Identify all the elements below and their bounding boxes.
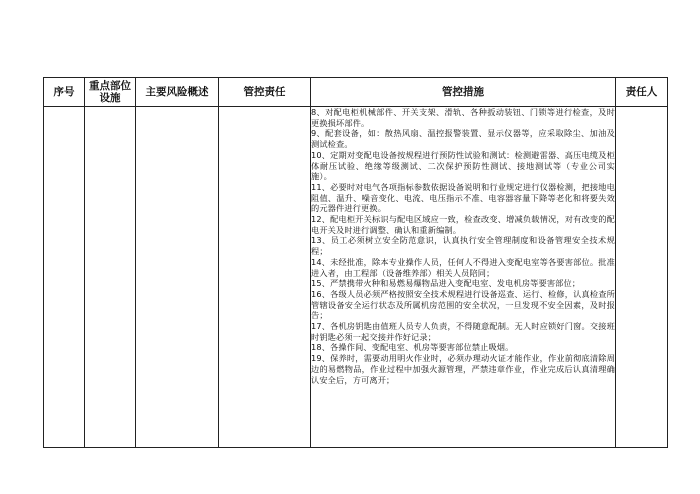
header-seq: 序号 [44, 78, 85, 107]
measure-item: 15、严禁携带火种和易燃易爆物品进入变配电室、发电机房等要害部位； [311, 278, 581, 289]
measure-item: 11、必要时对电气各项指标参数依据设备说明和行业规定进行仪器检测，把接地电阻值、温升、噪音变化、电流、电压指示不准、电容器容量下降等老化和将要失效的元器件进行更换。 [311, 181, 615, 214]
table-row [44, 107, 668, 448]
header-facility: 重点部位设施 [85, 78, 136, 107]
cell-risk [136, 107, 219, 448]
header-measures: 管控措施 [311, 78, 616, 107]
measure-item: 14、未经批准，除本专业操作人员，任何人不得进入变配电室等各要害部位。批准进入者，由工程部（设备维养部）相关人员陪同； [311, 256, 615, 278]
measure-item: 16、各级人员必须严格按照安全技术规程进行设备巡查、运行、检修，认真检查所管辖设备安全运行状态及所属机房范围的安全状况，一旦发现不安全因素，及时报告； [311, 288, 615, 321]
risk-control-table [43, 77, 668, 448]
measure-item: 12、配电柜开关标识与配电区域应一致，检查改变、增减负载情况，对有改变的配电开关及时进行调整、确认和重新编制。 [311, 214, 615, 235]
measure-item: 8、对配电柜机械部件、开关支架、滑轨、各种扳动装钮、门锁等进行检查，及时更换损坏部件。 [311, 107, 615, 128]
measure-item: 9、配套设备，如：散热风扇、温控报警装置、显示仪器等，应采取除尘、加油及测试检查。 [311, 128, 615, 150]
cell-facility [85, 107, 136, 448]
cell-measures [311, 107, 616, 448]
measure-item: 19、保养时，需要动用明火作业时，必须办理动火证才能作业，作业前彻底清除周边的易燃物品，作业过程中加强火源管理，严禁违章作业，作业完成后认真清理确认安全后，方可离开； [311, 353, 615, 385]
table-header-row [44, 78, 668, 107]
measure-item: 17、各机房钥匙由值班人员专人负责，不得随意配制。无人时应锁好门窗。交接班时钥匙必须一起交接并作好记录； [311, 321, 615, 342]
cell-seq [44, 107, 85, 448]
cell-duty [219, 107, 311, 448]
cell-person [616, 107, 668, 448]
measure-item: 18、各操作间、变配电室、机房等要害部位禁止吸烟。 [311, 342, 514, 353]
measure-item: 10、定期对变配电设备按规程进行预防性试验和测试：检测避雷器、高压电缆及柜体耐压试验、绝缘等级测试、二次保护预防性测试、接地测试等（专业公司实施）。 [311, 149, 615, 182]
header-person: 责任人 [616, 78, 668, 107]
header-duty: 管控责任 [219, 78, 311, 107]
measure-item: 13、员工必须树立安全防范意识，认真执行安全管理制度和设备管理安全技术规程； [311, 235, 615, 257]
header-risk: 主要风险概述 [136, 78, 219, 107]
